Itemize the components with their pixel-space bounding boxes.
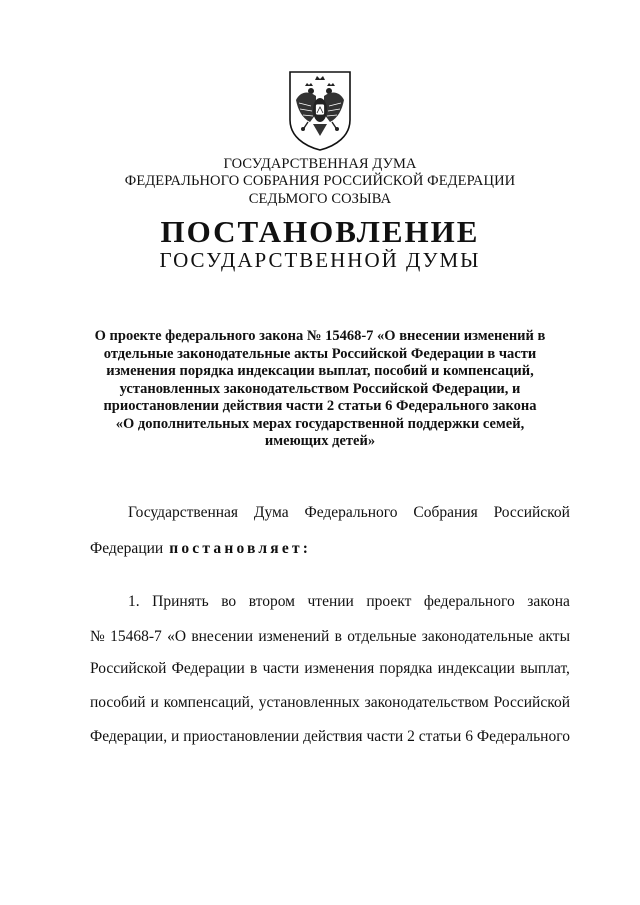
word: и bbox=[150, 694, 159, 711]
subject-line: установленных законодательством Российской Федерации, и bbox=[119, 380, 521, 397]
word: действия bbox=[303, 728, 363, 745]
word: части bbox=[366, 728, 404, 745]
word: индексации bbox=[437, 660, 515, 677]
document-issuer: ГОСУДАРСТВЕННОЙ ДУМЫ bbox=[159, 248, 481, 272]
word: Федерации bbox=[171, 660, 245, 677]
word: Российской bbox=[493, 694, 570, 711]
word: Федерального bbox=[304, 504, 398, 521]
subject-line: О проекте федерального закона № 15468-7 «О внесении изменений в bbox=[94, 328, 546, 344]
word: Федерального bbox=[476, 728, 570, 745]
word: закона bbox=[527, 593, 570, 610]
word: в bbox=[334, 628, 342, 645]
word: Собрания bbox=[413, 504, 478, 521]
convocation: СЕДЬМОГО СОЗЫВА bbox=[248, 191, 392, 207]
word: компенсаций, bbox=[163, 694, 254, 711]
subject-line: «О дополнительных мерах государственной поддержки семей, bbox=[115, 415, 525, 432]
word: во bbox=[221, 593, 237, 610]
word: Российской bbox=[90, 660, 167, 677]
subject-line: приостановлении действия части 2 статьи 6 Федерального закона bbox=[103, 398, 537, 414]
word: № bbox=[90, 628, 105, 645]
word: 2 bbox=[407, 728, 415, 745]
word: 15468-7 bbox=[110, 628, 162, 645]
preamble-line bbox=[128, 503, 570, 523]
word: 1. bbox=[128, 593, 140, 610]
word: втором bbox=[248, 593, 295, 610]
word: внесении bbox=[191, 628, 254, 645]
word: отдельные bbox=[347, 628, 417, 645]
russian-coat-of-arms-icon bbox=[286, 70, 354, 152]
document-type: ПОСТАНОВЛЕНИЕ bbox=[160, 214, 480, 249]
subject-line: изменения порядка индексации выплат, пособий и компенсаций, bbox=[106, 363, 534, 379]
word: Федерации, bbox=[90, 728, 168, 745]
word: статьи bbox=[418, 728, 462, 745]
subject-line: имеющих детей» bbox=[264, 433, 376, 449]
word: изменений bbox=[258, 628, 330, 645]
item-1-line bbox=[90, 727, 570, 747]
word: Российской bbox=[493, 504, 570, 521]
word: Принять bbox=[152, 593, 209, 610]
item-1-line bbox=[128, 592, 570, 612]
preamble-text: Федерации bbox=[90, 540, 164, 557]
word: приостановлении bbox=[183, 728, 300, 745]
word: «О bbox=[167, 628, 187, 645]
word: федерального bbox=[423, 593, 515, 610]
word: установленных bbox=[258, 694, 360, 711]
item-1-line bbox=[90, 659, 570, 679]
word: 6 bbox=[465, 728, 473, 745]
word: законодательные bbox=[421, 628, 534, 645]
org-name-line-1: ГОСУДАРСТВЕННАЯ ДУМА bbox=[223, 156, 417, 172]
word: и bbox=[171, 728, 180, 745]
word: Государственная bbox=[128, 504, 239, 521]
word: порядка bbox=[379, 660, 433, 677]
word: Дума bbox=[253, 504, 289, 521]
preamble-line bbox=[90, 539, 570, 559]
resolution-subject bbox=[80, 328, 560, 451]
word: проект bbox=[366, 593, 412, 610]
resolves-emphasis: постановляет: bbox=[169, 540, 312, 557]
word: законодательством bbox=[364, 694, 489, 711]
item-1-line bbox=[90, 693, 570, 713]
subject-line: отдельные законодательные акты Российской Федерации в части bbox=[103, 345, 537, 362]
word: чтении bbox=[307, 593, 354, 610]
word: изменения bbox=[304, 660, 375, 677]
item-1-line bbox=[90, 627, 570, 647]
word: части bbox=[262, 660, 300, 677]
word: акты bbox=[538, 628, 570, 645]
word: в bbox=[250, 660, 258, 677]
word: пособий bbox=[90, 694, 146, 711]
org-name-line-2: ФЕДЕРАЛЬНОГО СОБРАНИЯ РОССИЙСКОЙ ФЕДЕРАЦИИ bbox=[124, 173, 516, 189]
word: выплат, bbox=[520, 660, 570, 677]
